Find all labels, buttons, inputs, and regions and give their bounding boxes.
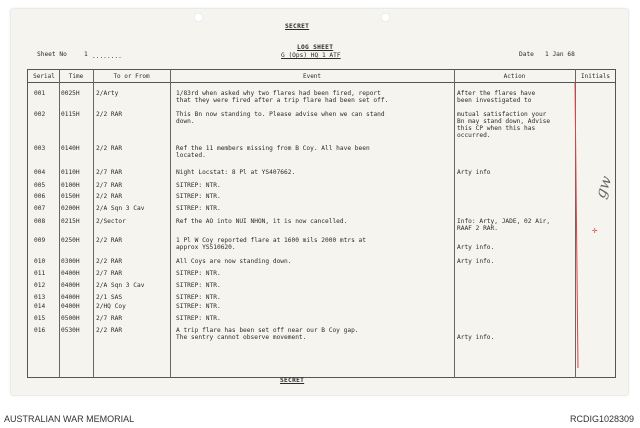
row-to-from: 2/Sector [96,218,126,225]
column-divider [454,69,455,378]
column-divider [170,69,171,378]
row-serial: 009 [34,237,46,244]
row-to-from: 2/7 RAR [96,182,123,189]
row-to-from: 2/A Sqn 3 Cav [96,205,145,212]
row-to-from: 2/2 RAR [96,327,123,334]
row-event-line: SITREP: NTR. [176,205,221,212]
row-event-line: down. [176,118,195,125]
row-serial: 013 [34,294,46,301]
archive-name: AUSTRALIAN WAR MEMORIAL [4,414,135,424]
sheet-dots: ........ [92,53,122,60]
row-time: 0115H [61,111,80,118]
row-to-from: 2/HQ Coy [96,303,126,310]
row-event-line: SITREP: NTR. [176,182,221,189]
row-event-line: SITREP: NTR. [176,315,221,322]
row-to-from: 2/2 RAR [96,237,123,244]
row-event-line: SITREP: NTR. [176,193,221,200]
header-action: Action [503,73,526,80]
row-serial: 003 [34,145,46,152]
row-serial: 011 [34,270,46,277]
header-serial: Serial [33,73,55,80]
row-serial: 006 [34,193,46,200]
row-event-line: All Coys are now standing down. [176,258,292,265]
header-time: Time [68,73,84,80]
row-action-line: Arty info. [457,244,495,251]
punch-hole [194,13,203,22]
row-to-from: 2/1 SAS [96,294,123,301]
archive-reference: RCDIG1028309 [569,414,634,424]
row-to-from: 2/2 RAR [96,145,123,152]
row-serial: 001 [34,90,46,97]
row-time: 0250H [61,237,80,244]
punch-hole [381,13,390,22]
row-to-from: 2/2 RAR [96,111,123,118]
row-time: 0140H [61,145,80,152]
row-time: 0300H [61,258,80,265]
row-serial: 008 [34,218,46,225]
header-initials: Initials [581,73,610,80]
row-action-line: been investigated to [457,97,532,104]
row-event-line: SITREP: NTR. [176,270,221,277]
row-time: 0100H [61,182,80,189]
row-to-from: 2/7 RAR [96,169,123,176]
row-time: 0150H [61,193,80,200]
sheet-label: Sheet No [37,51,67,58]
date-value: 1 Jan 68 [545,51,575,58]
column-divider [93,69,94,378]
row-serial: 016 [34,327,46,334]
date-label: Date [519,51,534,58]
classification-top: SECRET [285,23,310,30]
row-action-line: mutual satisfaction your [457,111,547,118]
handwritten-initials: gw [590,173,616,201]
column-divider [59,69,60,378]
row-event-line: that they were fired after a trip flare had been set off. [176,97,389,104]
row-to-from: 2/7 RAR [96,270,123,277]
row-time: 0215H [61,218,80,225]
log-title: LOG SHEET [297,44,334,51]
row-serial: 010 [34,258,46,265]
row-time: 0500H [61,315,80,322]
row-action-line: Arty info [457,169,491,176]
red-tick-mark: ✛ [592,226,598,236]
row-event-line: 1 Pl W Coy reported flare at 1600 mils 2000 mtrs at [176,237,366,244]
row-action-line: Arty info. [457,334,495,341]
row-action-line: Arty info. [457,258,495,265]
row-event-line: The sentry cannot observe movement. [176,334,307,341]
row-action-line: RAAF 2 RAR. [457,225,498,232]
classification-bottom: SECRET [280,377,305,384]
row-to-from: 2/7 RAR [96,315,123,322]
row-action-line: After the flares have [457,90,536,97]
log-subtitle: G (Ops) HQ 1 ATF [281,52,341,59]
row-event-line: 1/83rd when asked why two flares had been fired, report [176,90,381,97]
row-time: 0110H [61,169,80,176]
row-event-line: Ref the 11 members missing from B Coy. All have been [176,145,370,152]
row-time: 0200H [61,205,80,212]
row-serial: 005 [34,182,46,189]
row-action-line: this CP when this has [457,125,536,132]
row-serial: 004 [34,169,46,176]
row-to-from: 2/2 RAR [96,193,123,200]
row-to-from: 2/2 RAR [96,258,123,265]
row-serial: 014 [34,303,46,310]
header-event: Event [302,73,322,80]
sheet-number: 1 [84,51,88,58]
row-event-line: SITREP: NTR. [176,303,221,310]
row-event-line: SITREP: NTR. [176,282,221,289]
row-time: 0400H [61,282,80,289]
row-action-line: occurred. [457,132,491,139]
row-event-line: Ref the AO into NUI NHON, it is now cancelled. [176,218,348,225]
row-to-from: 2/A Sqn 3 Cav [96,282,145,289]
row-serial: 007 [34,205,46,212]
row-event-line: Night Locstat: 8 Pl at YS407662. [176,169,296,176]
row-event-line: approx YS510620. [176,244,236,251]
row-time: 0530H [61,327,80,334]
row-event-line: This Bn now standing to. Please advise when we can stand [176,111,385,118]
row-time: 0400H [61,303,80,310]
row-serial: 002 [34,111,46,118]
row-serial: 012 [34,282,46,289]
row-time: 0400H [61,270,80,277]
header-to-from: To or From [113,73,150,80]
row-action-line: Info: Arty, JADE, 02 Air, [457,218,551,225]
row-event-line: located. [176,152,206,159]
row-time: 0025H [61,90,80,97]
row-event-line: A trip flare has been set off near our B Coy gap. [176,327,359,334]
row-serial: 015 [34,315,46,322]
row-to-from: 2/Arty [96,90,119,97]
row-action-line: Bn may stand down, Advise [457,118,551,125]
row-event-line: SITREP: NTR. [176,294,221,301]
row-time: 0400H [61,294,80,301]
